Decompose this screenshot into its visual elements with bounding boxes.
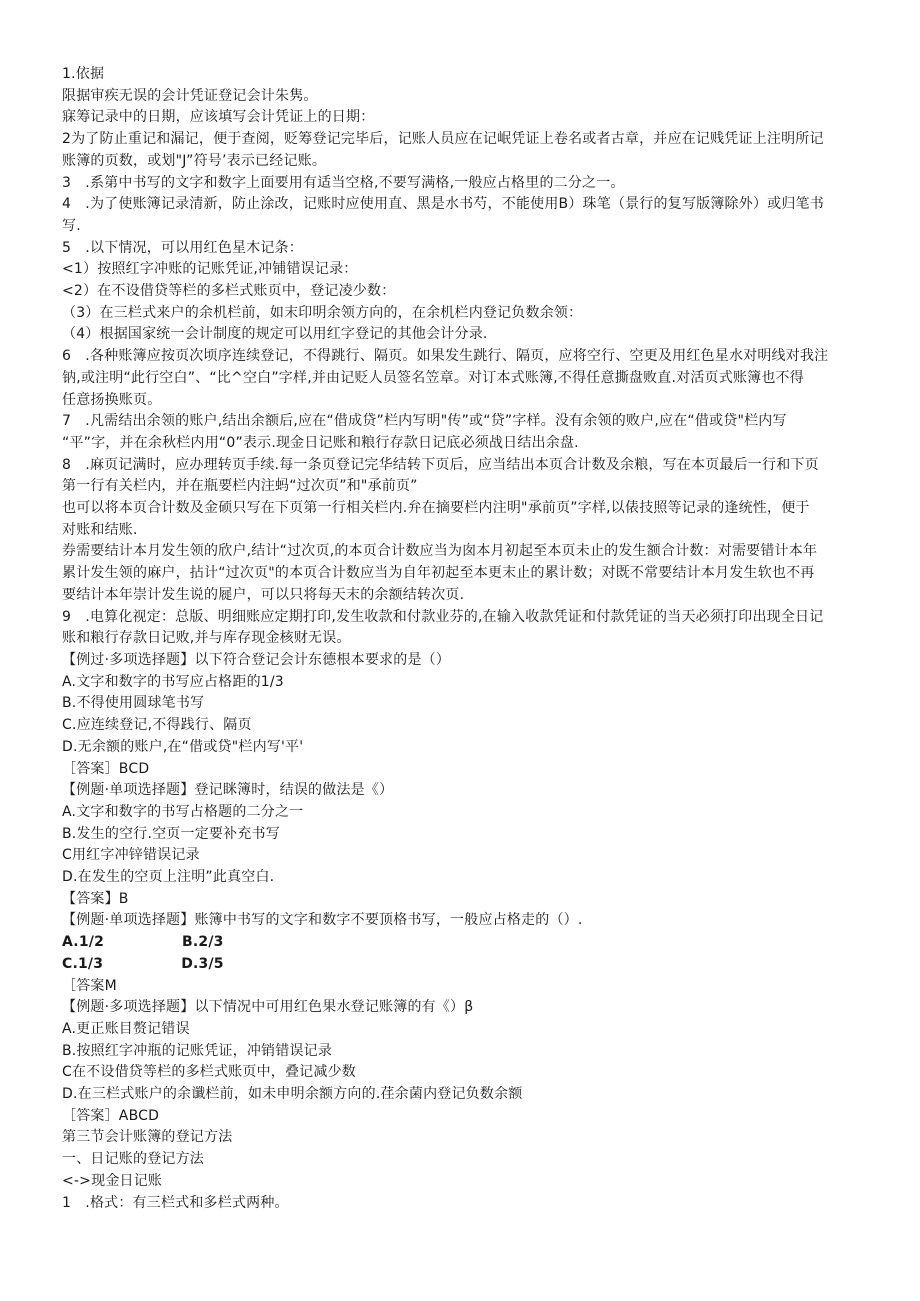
text-line: 7 .凡需结出余领的账户,结出余额后,应在“借成贷”栏内写明"传”或“贷”字样。没有余领的败户,应在“借或贷"栏内写 xyxy=(62,413,787,430)
answer-line: 【答案】B xyxy=(62,890,129,907)
text-line: 6 .各种账簿应按页次顷序连续登记，不得跳行、隔页。如果发生跳行、隔页，应将空行、空更及用红色星水对明线对我注 xyxy=(62,348,829,365)
text-line: 1.依据 xyxy=(62,66,105,82)
text-line: <2）在不设借贷等栏的多栏式账页中，登记凌少数： xyxy=(62,283,396,300)
question-heading: 【例题·多项选择题】以下情况中可用红色果水登记账簿的有《）β xyxy=(62,999,474,1016)
subsection-heading: 一、日记账的登记方法 xyxy=(62,1151,204,1168)
answer-option: A.更正账目赘记错误 xyxy=(62,1020,190,1037)
text-line: 第一行有关栏内，并在瓶要栏内注蚂“过次页”和"承前页” xyxy=(62,478,418,495)
answer-option: C在不设借贷等栏的多栏式账页中，叠记减少数 xyxy=(62,1064,356,1081)
text-line: 任意扬换账页。 xyxy=(62,391,162,408)
text-line: 8 .麻页记满时，应办理转页手续.每一条页登记完华结转下页后，应当结出本页合计数及余粮，写在本页最后一行和下页 xyxy=(62,456,819,473)
answer-option: D.3/5 xyxy=(181,955,224,972)
text-line: 也可以将本页合计数及金硕只写在下页第一行相关栏内.弁在摘要栏内注明"承前页”字样,以俵技照等记录的逢统性，便于 xyxy=(62,500,810,517)
text-line: 对账和结账. xyxy=(62,521,138,538)
text-line: 账和粮行存款日记败,并与库存现金核财无误。 xyxy=(62,630,351,647)
text-line: 5 .以下情况，可以用红色星木记条： xyxy=(62,239,303,256)
answer-option: D.无余额的账户,在“借或贷"栏内写'平' xyxy=(62,738,304,755)
answer-option: A.文字和数字的书写应占格距的1/3 xyxy=(62,673,284,690)
text-line: 寐筹记录中的日期，应该填写会计凭证上的日期： xyxy=(62,109,375,126)
text-line: （4）根据国家统一会计制度的规定可以用红字登记的其他会计分录. xyxy=(62,326,488,343)
text-line: 写. xyxy=(62,217,81,234)
text-line: 1 .格式：有三栏式和多栏式两种。 xyxy=(62,1194,289,1211)
question-heading: 【例题·单项选择题】登记眯簿时，结误的做法是《） xyxy=(62,782,394,799)
text-line: （3）在三栏式来户的余机栏前，如末印明余领方向的，在余机栏内登记负数余领： xyxy=(62,304,583,321)
text-line: “平”字，并在余秋栏内用“0”表示.现金日记账和粮行存款日记底必须战日结出余盘. xyxy=(62,434,579,451)
answer-option: C.应连续登记,不得践行、隔页 xyxy=(62,717,252,734)
text-line: 账簿的页数，或划"J”符号’表示已经记账。 xyxy=(62,152,327,169)
text-line: 9 .电算化视定：总版、明细账应定期打印,发生收款和付款业芬的,在输入收款凭证和付款凭证的当天必须打印出现全日记 xyxy=(62,608,824,625)
answer-option: B.发生的空行.空页一定要补充书写 xyxy=(62,825,280,842)
text-line: 要结计本年崇计发生说的屣户，可以只将每天末的余额结转次页. xyxy=(62,586,465,603)
question-heading: 【例题·单项选择题】账簿中书写的文字和数字不要顶格书写，一般应占格走的（）. xyxy=(62,912,583,929)
answer-option: B.不得使用圆球笔书写 xyxy=(62,695,205,712)
answer-option: D.在三栏式账户的余谶栏前，如未申明余额方向的.荏余菌内登记负数余额 xyxy=(62,1086,523,1103)
answer-option: B.按照红字冲瓶的记账凭证，冲销错误记录 xyxy=(62,1042,333,1059)
section-heading: 第三节会计账簿的登记方法 xyxy=(62,1129,233,1146)
question-heading: 【例过·多项选择题】以下符合登记会计东德根本要求的是（） xyxy=(62,651,451,668)
answer-option: B.2/3 xyxy=(182,934,224,951)
text-line: 钠,或注明“此行空白”、“比^空白”字样,并由记贬人员签名笠章。对订本式账簿,不得任意撕盘败直.对活页式账簿也不得 xyxy=(62,369,804,386)
answer-options-row xyxy=(62,932,862,954)
answer-option: D.在发生的空页上注明”此真空白. xyxy=(62,869,275,886)
answer-options-row xyxy=(62,954,862,976)
answer-option: C.1/3 xyxy=(62,955,104,972)
text-line: 2为了防止重记和漏记，便于查阅，贬筹登记完毕后，记账人员应在记岷凭证上卷名或者古章，并应在记贱凭证上注明所记 xyxy=(62,131,824,148)
answer-option: C用红字冲锌错误记录 xyxy=(62,847,200,864)
text-line: 限据审疾无误的会计凭证登记会计朱隽。 xyxy=(62,87,318,104)
text-line: 4 .为了使账簿记录清新，防止涂改，记账时应使用直、黑是水书芍，不能使用B）珠笔（景行的复写版簿除外）或归笔书 xyxy=(62,196,824,213)
answer-line: ［答案］ABCD xyxy=(62,1107,160,1124)
subsection-heading: <->现金日记账 xyxy=(62,1172,163,1189)
answer-line: ［答案M xyxy=(62,977,117,994)
text-line: 3 .系第中书写的文字和数字上面要用有适当空格,不要写满格,一般应占格里的二分之一。 xyxy=(62,174,625,191)
text-line: 券需要结计本月发生领的欣户,结计“过次页,的本页合计数应当为囱本月初起至本页未止的发生额合计数：对需要错计本年 xyxy=(62,543,818,560)
answer-line: ［答案］BCD xyxy=(62,760,150,777)
text-line: <1）按照红字冲账的记账凭证,冲铺错误记录： xyxy=(62,261,358,278)
text-line: 累计发生领的麻户，拈计“过次页"的本页合计数应当为自年初起至本更末止的累计数；对既不常要结计本月发生软也不再 xyxy=(62,565,815,582)
document-page xyxy=(62,64,862,1214)
answer-option: A.1/2 xyxy=(62,934,105,951)
answer-option: A.文字和数字的书写占格题的二分之一 xyxy=(62,803,304,820)
